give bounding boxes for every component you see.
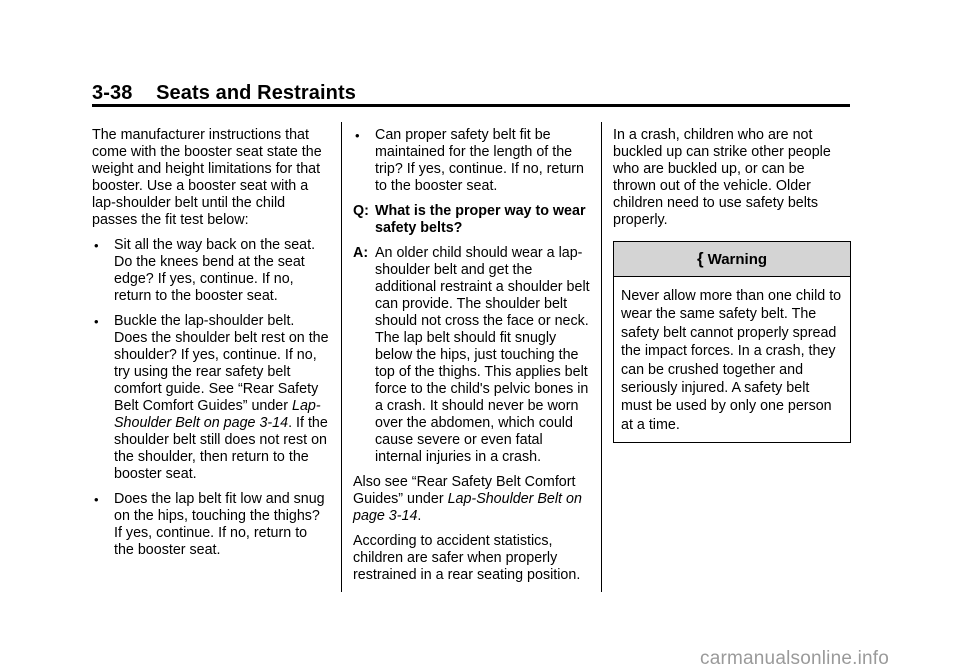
answer — [353, 245, 591, 466]
bullet-text: . If the shoulder belt still does not rest on the shoulder, then return to the booster seat. — [114, 415, 328, 482]
warning-symbol-icon: { — [696, 249, 704, 268]
page-header — [92, 82, 356, 105]
warning-body: Never allow more than one child to wear the same safety belt. The safety belt cannot properly spread the impact forces. In a crash, they can be crushed together and seriously injured. A safety belt must be used by only one person at a time. — [621, 288, 842, 433]
bullet-text: Can proper safety belt fit be maintained for the length of the trip? If yes, continue. If no, return to the booster seat. — [375, 127, 585, 194]
page-number: 3-38 — [92, 82, 133, 104]
bullet-icon: • — [94, 238, 99, 253]
see-also-end: . — [417, 508, 422, 524]
bullet-icon: • — [355, 128, 360, 143]
list-item — [92, 313, 330, 483]
column-divider — [601, 122, 602, 592]
column-3 — [613, 127, 851, 443]
column-2 — [353, 127, 591, 592]
column-divider — [341, 122, 342, 592]
watermark: carmanualsonline.info — [700, 648, 890, 669]
section-title: Seats and Restraints — [156, 82, 356, 104]
column-1 — [92, 127, 330, 567]
list-item — [92, 237, 330, 305]
bullet-icon: • — [94, 492, 99, 507]
see-also-paragraph — [353, 474, 591, 525]
question — [353, 203, 591, 237]
list-item — [353, 127, 591, 195]
bullet-text: Sit all the way back on the seat. Do the knees bend at the seat edge? If yes, continue. If no, return to the booster seat. — [114, 237, 316, 304]
answer-label: A: — [353, 245, 369, 261]
intro-paragraph: The manufacturer instructions that come with the booster seat state the weight and height limitations for that booster. Use a booster seat with a lap-shoulder belt until the child passes the fit test below: — [92, 127, 322, 228]
question-text: What is the proper way to wear safety belts? — [375, 203, 586, 236]
list-item — [92, 491, 330, 559]
bullet-text: Does the lap belt fit low and snug on the hips, touching the thighs? If yes, continue. If no, return to the booster seat. — [114, 491, 325, 558]
crash-paragraph: In a crash, children who are not buckled up can strike other people who are buckled up, or can be thrown out of the vehicle. Older children need to use safety belts properly. — [613, 127, 831, 228]
warning-header — [614, 242, 850, 277]
see-also-text: Also see “Rear Safety Belt Comfort Guides” under — [353, 474, 576, 507]
header-rule — [92, 104, 850, 107]
warning-title: Warning — [707, 251, 768, 268]
bullet-text: Buckle the lap-shoulder belt. Does the shoulder belt rest on the shoulder? If yes, continue. If no, try using the rear safety belt comfort guide. See “Rear Safety Belt Comfort Guides” under — [114, 313, 329, 414]
statistics-paragraph: According to accident statistics, children are safer when properly restrained in a rear seating position. — [353, 533, 581, 583]
bullet-icon: • — [94, 314, 99, 329]
cross-reference-link[interactable]: Lap-Shoulder Belt on page 3-14 — [353, 491, 582, 524]
question-label: Q: — [353, 203, 369, 219]
cross-reference-link[interactable]: Lap-Shoulder Belt on page 3-14 — [114, 398, 321, 431]
answer-text: An older child should wear a lap-shoulder belt and get the additional restraint a shoulder belt can provide. The shoulder belt should not cross the face or neck. The lap belt should fit snugly below the hips, just touching the top of the thighs. This applies belt force to the child's pelvic bones in a crash. It should never be worn over the abdomen, which could cause severe or even fatal internal injuries in a crash. — [375, 245, 590, 465]
warning-box — [613, 241, 851, 443]
